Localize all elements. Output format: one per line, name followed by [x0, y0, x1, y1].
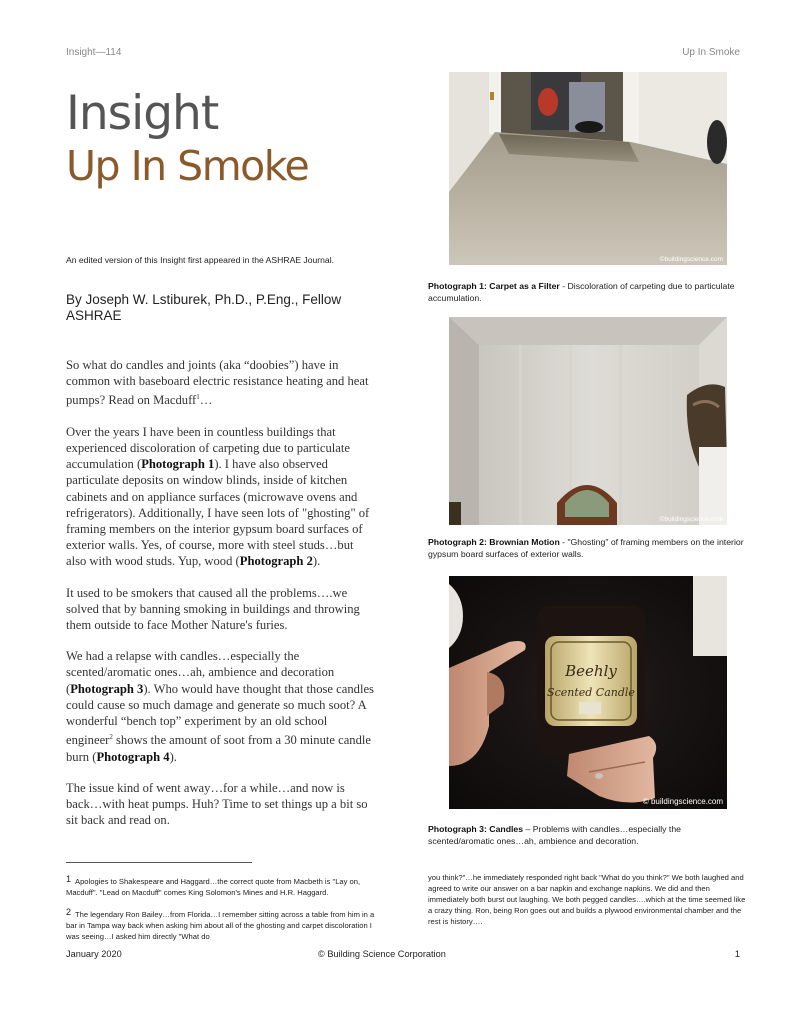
running-header-left: Insight—114 — [66, 47, 122, 58]
footer-copyright: © Building Science Corporation — [318, 949, 446, 959]
paragraph-1: So what do candles and joints (aka “doobies”) have in common with baseboard electric resistance heating and heat pumps? Read on Macduff$^1$… — [66, 358, 369, 408]
candle-label-text-2: Scented Candle — [547, 686, 635, 699]
photo-ref-3: Photograph 3 — [70, 681, 144, 696]
photograph-1-caption: Photograph 1: Carpet as a Filter - Discoloration of carpeting due to particulate accumulation. — [428, 281, 735, 303]
photo-ref-2: Photograph 2 — [239, 554, 313, 569]
paragraph-3: It used to be smokers that caused all the problems….we solved that by banning smoking in buildings and throwing them outside to face Mother Nature's furies. — [66, 585, 360, 633]
photo-ref-4: Photograph 4 — [96, 749, 170, 764]
photograph-3-candles — [449, 576, 727, 809]
candle-photo-image — [449, 576, 727, 809]
running-header-right: Up In Smoke — [682, 47, 740, 58]
carpet-photo-image — [449, 72, 727, 265]
photograph-2-ghosting — [449, 317, 727, 525]
photograph-1-carpet — [449, 72, 727, 265]
ghosting-photo-image — [449, 317, 727, 525]
footnote-2: $^2$ The legendary Ron Bailey…from Florida…I remember sitting across a table from him in a bar in Tampa way back when asking him about all of the ghosting and carpet discoloration I was seeing…I asked him directly "What do — [66, 907, 375, 941]
photo-ref-1: Photograph 1 — [141, 457, 215, 472]
footnote-ref-1: 1 — [196, 393, 200, 402]
footer-date: January 2020 — [66, 949, 122, 959]
paragraph-5: The issue kind of went away…for a while…and now is back…with heat pumps. Huh? Time to set things up a bit so sit back and read on. — [66, 780, 368, 828]
photograph-3-caption: Photograph 3: Candles – Problems with candles…especially the scented/aromatic ones…ah, ambience and decoration. — [428, 824, 681, 846]
photo-3-credit: © buildingscience.com — [642, 797, 723, 806]
photo-1-credit: ©buildingscience.com — [659, 256, 723, 263]
article-body — [66, 357, 376, 843]
footnote-ref-2: 2 — [109, 733, 113, 742]
footnote-divider — [66, 862, 252, 863]
page-title: Insight — [66, 86, 219, 141]
photograph-2-caption: Photograph 2: Brownian Motion - "Ghosting" of framing members on the interior gypsum board surfaces of exterior walls. — [428, 537, 744, 559]
footnote-2-continued: you think?"…he immediately responded right back "What do you think?" We both laughed and agreed to write our answer on a bar napkin and exchange napkins. We did and then immediately both burst out laughing. We both pegged candles….which at the time seemed like a crazy thing. Ron, being Ron goes out and builds a plywood environmental chamber and the rest is history…. — [428, 873, 746, 926]
paragraph-2: Over the years I have been in countless buildings that experienced discoloration of carpeting due to particulate accumulation (Photograph 1). I have also observed particulate deposits on window blinds, inside of kitchen cabinets and on appliance surfaces (microwave ovens and refrigerators). Additionally, I have seen lots of "ghosting" of framing members on the interior gypsum board surfaces of exterior walls. Yes, of course, more with steel studs…but also with wood studs. Yup, wood (Photograph 2). — [66, 424, 370, 569]
footnote-1: $^1$ Apologies to Shakespeare and Haggard…the correct quote from Macbeth is "Lay on, Macduff". "Lead on Macduff" comes King Solomon's Mines and H.R. Haggard. — [66, 874, 361, 897]
edited-note: An edited version of this Insight first appeared in the ASHRAE Journal. — [66, 255, 334, 265]
candle-label-text-1: Beehly — [565, 662, 617, 680]
paragraph-4: We had a relapse with candles…especially the scented/aromatic ones…ah, ambience and decoration (Photograph 3). Who would have thought that those candles could cause so much damage and generate so much soot? A wonderful “bench top” experiment by an old school engineer$^2$ shows the amount of soot from a 30 minute candle burn (Photograph 4). — [66, 649, 374, 764]
photo-2-credit: ©buildingscience.com — [659, 516, 723, 523]
page-subtitle: Up In Smoke — [66, 142, 309, 190]
author-byline: By Joseph W. Lstiburek, Ph.D., P.Eng., Fellow ASHRAE — [66, 292, 342, 323]
page-number: 1 — [734, 949, 740, 959]
